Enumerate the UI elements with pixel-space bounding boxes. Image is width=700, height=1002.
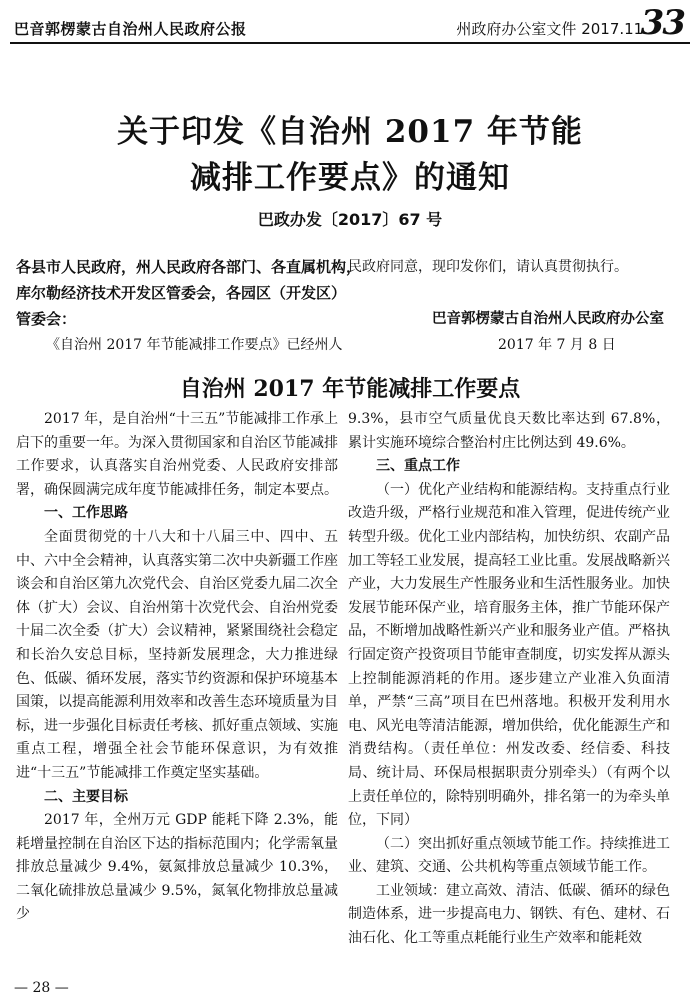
addressee-line: 各县市人民政府，州人民政府各部门、各直属机构， [16,258,362,276]
addressee-line: 管委会： [16,310,77,328]
paragraph: 全面贯彻党的十八大和十八届三中、四中、五中、六中全会精神，认真落实第二次中央新疆工作座谈会和自治区第九次党代会、自治区党委九届二次全体（扩大）会议、自治州第十次党代会、自治州党委十届二次全委（扩大）会议精神，紧紧围绕社会稳定和长治久安总目标，坚持新发展理念，大力推进绿色、低碳、循环发展，落实节约资源和保护环境基本国策，以提高能源利用效率和改善生态环境质量为目标，进一步强化目标责任考核、抓好重点领域、实施重点工程，增强全社会节能环保意识，为有效推进“十三五”节能减排工作奠定坚实基础。 [16,528,338,781]
gazette-title: 巴音郭楞蒙古自治州人民政府公报 [14,20,247,38]
paragraph: 工业领域：建立高效、清洁、低碳、循环的绿色制造体系，进一步提高电力、钢铁、有色、建材、石油石化、化工等重点耗能行业生产效率和能耗效 [348,882,670,947]
notice-body-end: 民政府同意，现印发你们，请认真贯彻执行。 [348,259,628,275]
header-rule [10,42,690,44]
document-title: 自治州 2017 年节能减排工作要点 [179,376,521,402]
notice-title-line2: 减排工作要点》的通知 [190,160,510,196]
section-heading: 三、重点工作 [376,458,460,475]
page-number: — 28 — [14,980,69,996]
page-header [0,0,700,44]
paragraph: （二）突出抓好重点领域节能工作。持续推进工业、建筑、交通、公共机构等重点领域节能工作。 [348,835,670,876]
addressee-line: 库尔勒经济技术开发区管委会，各园区（开发区） [16,284,347,302]
intro-paragraph: 2017 年，是自治州“十三五”节能减排工作承上启下的重要一年。为深入贯彻国家和自治区节能减排工作要求，认真落实自治州党委、人民政府安排部署，确保圆满完成年度节能减排任务，制定本要点。 [16,411,338,498]
left-column [16,408,338,927]
notice-title-line1: 关于印发《自治州 2017 年节能 [117,114,583,150]
notice-body-start: 《自治州 2017 年节能减排工作要点》已经州人 [46,337,343,353]
section-heading: 一、工作思路 [44,505,128,522]
section-label: 州政府办公室文件 2017.11. [456,20,648,38]
signature-org: 巴音郭楞蒙古自治州人民政府办公室 [432,311,664,327]
issue-number: 33 [640,3,684,43]
section-heading: 二、主要目标 [44,788,128,805]
paragraph: （一）优化产业结构和能源结构。支持重点行业改造升级，严格行业规范和准入管理，促进传统产业转型升级。优化工业内部结构，加快纺织、农副产品加工等轻工业发展，提高轻工业比重。发展战略新兴产业，大力发展生产性服务业和生活性服务业。加快发展节能环保产业，培育服务主体，推广节能环保产品，不断增加战略性新兴产业和服务业产值。严格执行固定资产投资项目节能审查制度，切实发挥从源头上控制能源消耗的作用。逐步建立产业准入负面清单，严禁“三高”项目在巴州落地。积极开发利用水电、风光电等清洁能源，增加供给，优化能源生产和消费结构。（责任单位：州发改委、经信委、科技局、统计局、环保局根据职责分别牵头）（有两个以上责任单位的，除特别明确外，排名第一的为牵头单位，下同） [348,481,670,829]
right-column [348,408,670,951]
document-number: 巴政办发〔2017〕67 号 [257,210,443,229]
signature-date: 2017 年 7 月 8 日 [498,337,616,353]
paragraph-continued: 9.3%，县市空气质量优良天数比率达到 67.8%，累计实施环境综合整治村庄比例达到 49.6%。 [348,411,670,451]
paragraph: 2017 年，全州万元 GDP 能耗下降 2.3%，能耗增量控制在自治区下达的指标范围内；化学需氧量排放总量减少 9.4%，氨氮排放总量减少 10.3%，二氧化硫排放总量减少 9.5%，氮氧化物排放总量减少 [16,812,338,923]
